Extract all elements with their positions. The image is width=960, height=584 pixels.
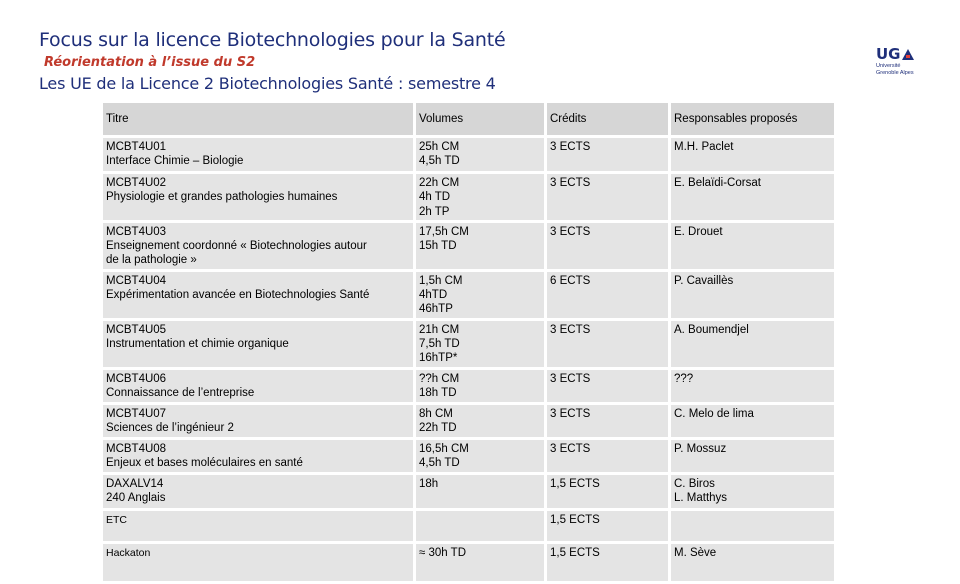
cell-line: 1,5 ECTS	[550, 546, 600, 559]
cell-line: M. Sève	[674, 546, 717, 559]
cell-credits	[547, 321, 671, 370]
cell-line: Expérimentation avancée en Biotechnologies Santé	[106, 289, 370, 302]
cell-line: Instrumentation et chimie organique	[106, 337, 289, 350]
cell-volumes	[416, 544, 547, 584]
cell-responsables	[671, 321, 834, 370]
cell-responsables	[671, 370, 834, 405]
cell-credits	[547, 440, 671, 475]
cell-line: M.H. Paclet	[674, 141, 734, 153]
cell-line: MCBT4U03	[106, 225, 167, 238]
cell-line: MCBT4U08	[106, 442, 167, 455]
cell-line: de la pathologie »	[106, 254, 197, 267]
cell-volumes	[416, 138, 547, 174]
cell-line: 18h	[419, 477, 439, 490]
table-body	[103, 138, 834, 584]
header-credits: Crédits	[547, 103, 671, 138]
cell-line: Connaissance de l’entreprise	[106, 386, 255, 399]
cell-line: ??h CM	[419, 372, 460, 385]
table-row	[103, 440, 834, 475]
table-header-row	[103, 103, 834, 138]
cell-titre	[103, 138, 416, 174]
cell-line: 1,5 ECTS	[550, 477, 600, 490]
cell-titre	[103, 321, 416, 370]
cell-line: 3 ECTS	[550, 407, 591, 420]
cell-line: 6 ECTS	[550, 274, 591, 287]
cell-line: Enseignement coordonné « Biotechnologies autour	[106, 240, 367, 253]
cell-line: 3 ECTS	[550, 177, 591, 189]
cell-line: 18h TD	[419, 386, 457, 399]
cell-line: 25h CM	[419, 141, 460, 153]
cell-line: 3 ECTS	[550, 225, 591, 238]
uga-logo-line1: Université	[876, 63, 901, 69]
slide-subtitle: Réorientation à l’issue du S2	[44, 55, 256, 70]
cell-titre	[103, 370, 416, 405]
cell-line: 21h CM	[419, 323, 460, 336]
cell-line: 4hTD	[419, 289, 448, 302]
ue-table	[103, 103, 834, 584]
cell-line: 7,5h TD	[419, 337, 460, 350]
cell-line: 3 ECTS	[550, 442, 591, 455]
header-volumes: Volumes	[416, 103, 547, 138]
table-row	[103, 174, 834, 223]
cell-credits	[547, 544, 671, 584]
cell-credits	[547, 138, 671, 174]
cell-line: Hackaton	[106, 546, 151, 559]
cell-line: A. Boumendjel	[674, 323, 749, 336]
cell-volumes	[416, 511, 547, 544]
cell-line: MCBT4U02	[106, 177, 167, 189]
cell-line: 8h CM	[419, 407, 453, 420]
cell-line: MCBT4U04	[106, 274, 167, 287]
cell-titre	[103, 440, 416, 475]
cell-line: E. Belaïdi-Corsat	[674, 177, 761, 189]
cell-credits	[547, 272, 671, 321]
cell-line: MCBT4U01	[106, 141, 167, 153]
cell-line: 1,5 ECTS	[550, 513, 600, 526]
cell-titre	[103, 511, 416, 544]
cell-line: 240 Anglais	[106, 491, 166, 504]
cell-line: ≈ 30h TD	[419, 546, 467, 559]
uga-triangle-icon	[902, 49, 914, 60]
cell-responsables	[671, 405, 834, 440]
cell-line: 15h TD	[419, 240, 457, 253]
cell-responsables	[671, 272, 834, 321]
cell-line: E. Drouet	[674, 225, 723, 238]
slide-heading: Les UE de la Licence 2 Biotechnologies Santé : semestre 4	[39, 74, 496, 93]
cell-titre	[103, 174, 416, 223]
table-row	[103, 272, 834, 321]
cell-line: Physiologie et grandes pathologies humaines	[106, 191, 338, 204]
cell-responsables	[671, 138, 834, 174]
table-row	[103, 223, 834, 272]
cell-volumes	[416, 272, 547, 321]
cell-line: ???	[674, 372, 694, 385]
cell-credits	[547, 174, 671, 223]
uga-logo-mark: UG	[876, 47, 922, 62]
cell-credits	[547, 405, 671, 440]
cell-line: 16,5h CM	[419, 442, 469, 455]
table-row	[103, 544, 834, 584]
cell-line: MCBT4U05	[106, 323, 167, 336]
cell-responsables	[671, 511, 834, 544]
cell-line: C. Biros	[674, 477, 715, 490]
cell-line: DAXALV14	[106, 477, 164, 490]
cell-line: 22h CM	[419, 177, 460, 189]
cell-line: Enjeux et bases moléculaires en santé	[106, 456, 303, 469]
cell-titre	[103, 272, 416, 321]
cell-line: 46hTP	[419, 303, 453, 316]
table-row	[103, 370, 834, 405]
cell-line: C. Melo de lima	[674, 407, 754, 420]
cell-line: 4h TD	[419, 191, 451, 204]
cell-line: 4,5h TD	[419, 155, 460, 168]
cell-titre	[103, 544, 416, 584]
cell-line: 17,5h CM	[419, 225, 469, 238]
cell-line: ETC	[106, 513, 127, 526]
cell-line: 3 ECTS	[550, 372, 591, 385]
header-titre: Titre	[103, 103, 416, 138]
cell-line: MCBT4U06	[106, 372, 167, 385]
cell-volumes	[416, 475, 547, 511]
cell-line: Sciences de l’ingénieur 2	[106, 421, 234, 434]
cell-line: P. Cavaillès	[674, 274, 734, 287]
cell-volumes	[416, 370, 547, 405]
cell-titre	[103, 475, 416, 511]
cell-line: 4,5h TD	[419, 456, 460, 469]
cell-line: 3 ECTS	[550, 323, 591, 336]
cell-responsables	[671, 174, 834, 223]
cell-credits	[547, 475, 671, 511]
cell-line: 2h TP	[419, 205, 450, 218]
cell-volumes	[416, 440, 547, 475]
cell-credits	[547, 370, 671, 405]
cell-line: 22h TD	[419, 421, 457, 434]
cell-credits	[547, 223, 671, 272]
cell-line: MCBT4U07	[106, 407, 167, 420]
cell-responsables	[671, 440, 834, 475]
cell-credits	[547, 511, 671, 544]
cell-line: 3 ECTS	[550, 141, 591, 153]
table-row	[103, 405, 834, 440]
cell-volumes	[416, 405, 547, 440]
table-row	[103, 138, 834, 174]
cell-line: 1,5h CM	[419, 274, 463, 287]
cell-line: Interface Chimie – Biologie	[106, 155, 244, 168]
cell-responsables	[671, 475, 834, 511]
uga-logo-line2: Grenoble Alpes	[876, 70, 914, 76]
cell-volumes	[416, 174, 547, 223]
uga-logo	[876, 47, 922, 77]
table-row	[103, 511, 834, 544]
cell-responsables	[671, 544, 834, 584]
cell-line: P. Mossuz	[674, 442, 727, 455]
slide-title: Focus sur la licence Biotechnologies pour la Santé	[39, 29, 506, 51]
header-responsables: Responsables proposés	[671, 103, 834, 138]
cell-titre	[103, 223, 416, 272]
cell-line: 16hTP*	[419, 352, 458, 365]
cell-volumes	[416, 223, 547, 272]
cell-volumes	[416, 321, 547, 370]
table-row	[103, 321, 834, 370]
table-row	[103, 475, 834, 511]
cell-titre	[103, 405, 416, 440]
cell-line: L. Matthys	[674, 491, 728, 504]
cell-responsables	[671, 223, 834, 272]
